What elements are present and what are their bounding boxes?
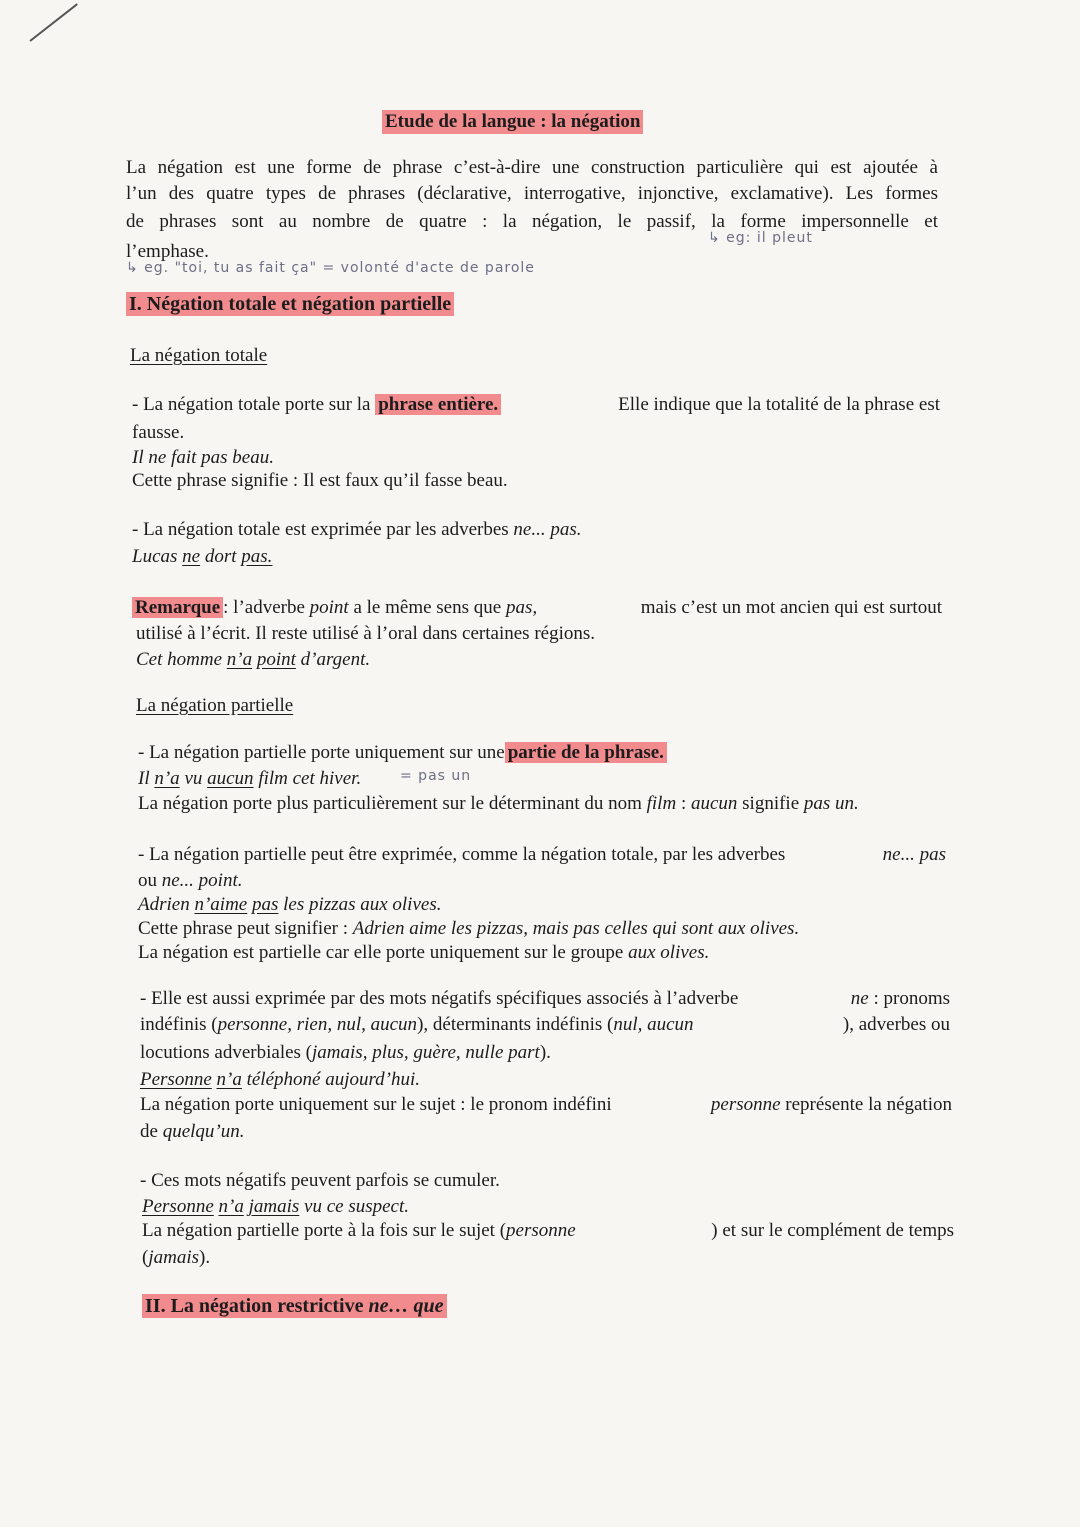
partial-ex3-expl-a: La négation porte uniquement sur le sujet : le pronom indéfini	[140, 1094, 612, 1115]
partial-p2-nepas: ne... pas	[882, 844, 946, 865]
partial-example-2-explanation-1	[138, 917, 799, 941]
total-p2-start: - La négation totale est exprimée par les adverbes	[132, 519, 509, 540]
partial-ex1-expl-b: :	[680, 793, 687, 814]
total-p1-line-1	[132, 393, 940, 417]
partial-ex2-adrien: Adrien	[138, 894, 190, 915]
partial-example-1	[138, 767, 361, 791]
total-example-1-explanation: Cette phrase signifie : Il est faux qu’il fasse beau.	[132, 470, 508, 491]
partial-example-4-explanation-2	[142, 1246, 210, 1270]
remark-text-b: a le même sens que	[353, 597, 502, 618]
partial-p3-l3b: jamais, plus, guère, nulle part	[312, 1042, 540, 1063]
total-negation-subheading: La négation totale	[130, 345, 268, 366]
partial-p2-nepoint: ne... point.	[161, 870, 243, 891]
intro-line-4: l’emphase.	[126, 241, 209, 262]
partial-ex1-il: Il	[138, 768, 150, 789]
partial-ex3-expl2-a: de	[140, 1121, 158, 1142]
partial-p2-text: - La négation partielle peut être exprimée, comme la négation totale, par les adverbes	[138, 844, 786, 865]
partial-ex3-expl-b: personne	[710, 1094, 781, 1115]
section-1-heading: I. Négation totale et négation partielle	[126, 292, 454, 316]
partial-p3-l1b: ne	[850, 988, 869, 1009]
remark-label: Remarque	[132, 597, 223, 618]
partial-ex4-rest: vu ce suspect.	[304, 1196, 410, 1217]
remark-line-1	[132, 596, 942, 620]
partial-ex4-expl2-a: (	[142, 1247, 149, 1268]
partial-ex2-expl2-a: La négation est partielle car elle porte uniquement sur le groupe	[138, 942, 624, 963]
partial-ex3-expl-c: représente la négation	[785, 1094, 952, 1115]
partial-example-2	[138, 893, 441, 917]
remark-ex-part2: d’argent.	[300, 649, 371, 670]
partial-ex4-expl2-c: ).	[199, 1247, 211, 1268]
partial-example-4	[142, 1195, 409, 1219]
remark-line-2: utilisé à l’écrit. Il reste utilisé à l’oral dans certaines régions.	[136, 623, 595, 644]
partial-example-2-explanation-2	[138, 941, 709, 965]
total-p1-line-2: fausse.	[132, 422, 185, 443]
remark-text-a: : l’adverbe	[223, 597, 305, 618]
partial-ex3-na: n’a	[216, 1069, 242, 1090]
total-ex2-pas: pas.	[241, 546, 273, 567]
section-2-heading-form: ne… que	[368, 1295, 444, 1317]
section-2-heading-text: II. La négation restrictive	[145, 1295, 364, 1317]
total-p1-highlight: phrase entière.	[375, 394, 501, 415]
partial-negation-subheading: La négation partielle	[136, 695, 294, 716]
remark-point: point	[309, 597, 349, 618]
partial-ex1-vu: vu	[184, 768, 203, 789]
partial-ex1-film: film	[646, 793, 677, 814]
partial-ex4-jamais: jamais	[248, 1196, 300, 1217]
section-2-heading	[142, 1294, 447, 1318]
partial-example-3-explanation-2	[140, 1120, 244, 1144]
total-p2-adverb: ne... pas.	[513, 519, 582, 540]
partial-ex2-rest: les pizzas aux olives.	[283, 894, 442, 915]
partial-ex1-aucun2: aucun	[690, 793, 738, 814]
partial-ex2-expl1-a: Cette phrase peut signifier :	[138, 918, 348, 939]
total-p2	[132, 518, 582, 542]
document-title: Etude de la langue : la négation	[382, 110, 643, 134]
intro-line-2: l’un des quatre types de phrases (déclarative, interrogative, injonctive, exclamative). Les formes	[126, 183, 938, 204]
partial-p3-l1a: - Elle est aussi exprimée par des mots négatifs spécifiques associés à l’adverbe	[140, 988, 739, 1009]
partial-p3-l2c: ), déterminants indéfinis (	[417, 1014, 614, 1035]
partial-ex4-personne: Personne	[142, 1196, 214, 1217]
partial-example-3	[140, 1068, 420, 1092]
handwritten-note-emphasis: ↳ eg. "toi, tu as fait ça" = volonté d'acte de parole	[126, 260, 535, 276]
partial-p3-line-2	[140, 1013, 950, 1037]
partial-ex3-expl2-b: quelqu’un.	[162, 1121, 245, 1142]
total-p1-end: Elle indique que la totalité de la phrase est	[618, 394, 940, 415]
partial-ex2-expl2-b: aux olives.	[628, 942, 710, 963]
partial-ex1-pasun: pas un.	[803, 793, 859, 814]
remark-pas: pas,	[505, 597, 538, 618]
partial-ex2-naime: n’aime	[194, 894, 248, 915]
total-example-2	[132, 545, 272, 569]
partial-p3-l1c: : pronoms	[873, 988, 950, 1009]
handwritten-note-impersonal: ↳ eg: il pleut	[708, 230, 813, 246]
partial-p1-highlight: partie de la phrase.	[505, 742, 667, 763]
partial-ex3-rest: téléphoné aujourd’hui.	[246, 1069, 421, 1090]
remark-example	[136, 648, 370, 672]
intro-line-1: La négation est une forme de phrase c’est-à-dire une construction particulière qui est ajoutée à	[126, 157, 938, 178]
partial-ex3-personne: Personne	[140, 1069, 212, 1090]
handwritten-note-pas-un: = pas un	[400, 768, 472, 784]
partial-ex1-aucun: aucun	[207, 768, 254, 789]
partial-p3-l2b: personne, rien, nul, aucun	[217, 1014, 418, 1035]
partial-p3-l2e: ), adverbes ou	[842, 1014, 950, 1035]
partial-p1	[138, 741, 667, 765]
remark-ex-part1: Cet homme	[136, 649, 223, 670]
partial-p3-line-3	[140, 1041, 551, 1065]
remark-ex-na: n’a	[226, 649, 253, 670]
partial-p2-line-1	[138, 843, 946, 867]
partial-example-3-explanation-1	[140, 1093, 952, 1117]
partial-ex4-expl-b: personne	[506, 1220, 576, 1241]
total-ex2-part1: Lucas	[132, 546, 178, 567]
partial-ex2-expl1-b: Adrien aime les pizzas, mais pas celles qui sont aux olives.	[352, 918, 800, 939]
total-ex2-part2: dort	[204, 546, 237, 567]
partial-ex4-expl2-b: jamais	[148, 1247, 200, 1268]
partial-p3-l2a: indéfinis (	[140, 1014, 218, 1035]
partial-ex1-expl-a: La négation porte plus particulièrement sur le déterminant du nom	[138, 793, 642, 814]
partial-p1-start: - La négation partielle porte uniquement sur une	[138, 742, 505, 763]
partial-example-4-explanation-1	[142, 1219, 954, 1243]
total-p1-start: - La négation totale porte sur la	[132, 394, 371, 415]
partial-ex4-expl-a: La négation partielle porte à la fois sur le sujet (	[142, 1220, 507, 1241]
partial-p3-l3a: locutions adverbiales (	[140, 1042, 313, 1063]
partial-ex2-pas: pas	[251, 894, 279, 915]
partial-ex4-na: n’a	[218, 1196, 244, 1217]
partial-p3-l2d: nul, aucun	[613, 1014, 694, 1035]
partial-p2-line-2	[138, 869, 243, 893]
intro-line-3: de phrases sont au nombre de quatre : la négation, le passif, la forme impersonnelle et	[126, 211, 938, 232]
partial-p3-line-1	[140, 987, 950, 1011]
partial-ex1-na: n’a	[154, 768, 180, 789]
partial-ex1-expl-c: signifie	[742, 793, 800, 814]
total-example-1: Il ne fait pas beau.	[132, 447, 274, 468]
partial-example-1-explanation	[138, 792, 859, 816]
pen-stroke-mark	[29, 3, 78, 42]
partial-ex4-expl-c: ) et sur le complément de temps	[711, 1220, 954, 1241]
partial-p4: - Ces mots négatifs peuvent parfois se cumuler.	[140, 1170, 500, 1191]
remark-ex-point: point	[256, 649, 296, 670]
partial-p3-l3c: ).	[539, 1042, 551, 1063]
partial-ex1-rest: film cet hiver.	[258, 768, 362, 789]
total-ex2-ne: ne	[182, 546, 201, 567]
partial-p2-ou: ou	[138, 870, 157, 891]
remark-text-c: mais c’est un mot ancien qui est surtout	[640, 597, 942, 618]
